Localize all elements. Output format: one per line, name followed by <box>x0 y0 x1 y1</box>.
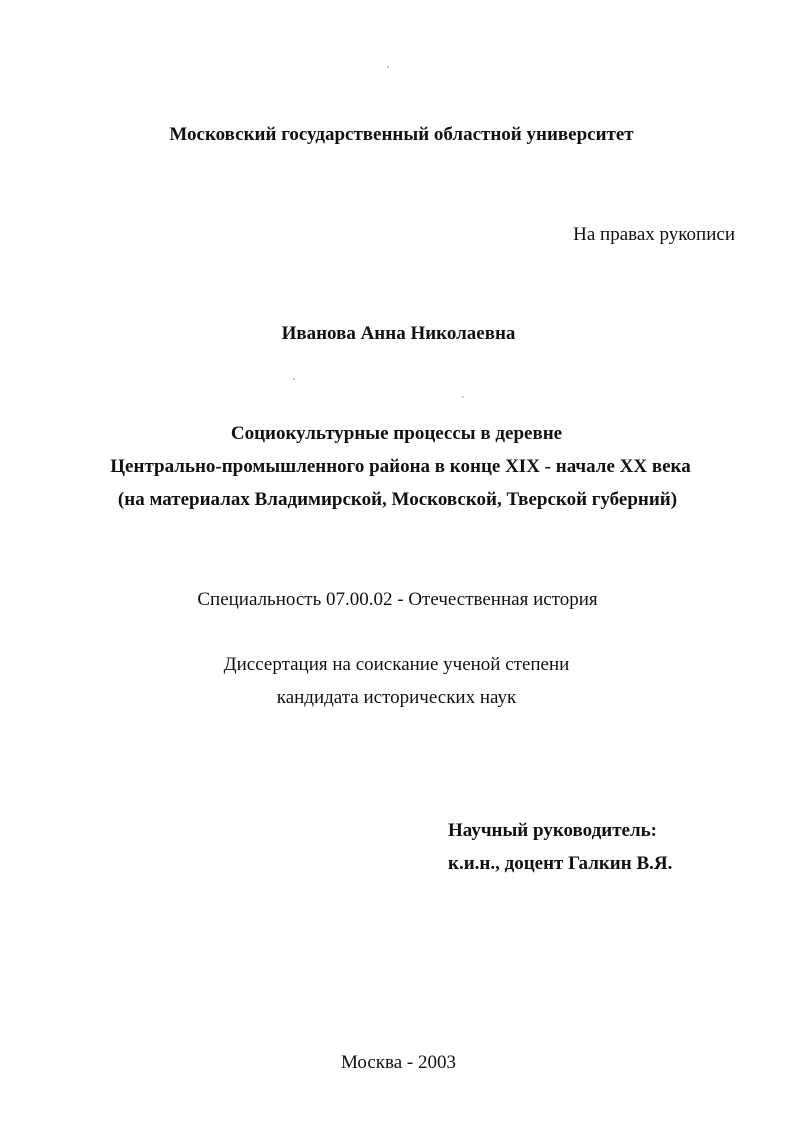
city-year: Москва - 2003 <box>340 1052 457 1073</box>
dissertation-title-line: (на материалах Владимирской, Московской, Тверской губерний) <box>117 489 678 510</box>
degree-line: Диссертация на соискание ученой степени <box>223 654 570 675</box>
dissertation-title-line: Социокультурные процессы в деревне <box>230 423 563 444</box>
author-name: Иванова Анна Николаевна <box>281 323 516 344</box>
degree-line: кандидата исторических наук <box>276 687 517 708</box>
supervisor-name: к.и.н., доцент Галкин В.Я. <box>448 853 673 874</box>
scan-speck <box>387 66 389 68</box>
supervisor-label: Научный руководитель: <box>448 820 657 841</box>
specialty: Специальность 07.00.02 - Отечественная история <box>197 589 598 610</box>
dissertation-title-line: Центрально-промышленного района в конце XIX - начале XX века <box>110 456 691 477</box>
scan-speck <box>293 378 295 380</box>
manuscript-note: На правах рукописи <box>573 224 735 245</box>
scan-speck <box>462 396 464 398</box>
university-name: Московский государственный областной университет <box>169 124 634 145</box>
